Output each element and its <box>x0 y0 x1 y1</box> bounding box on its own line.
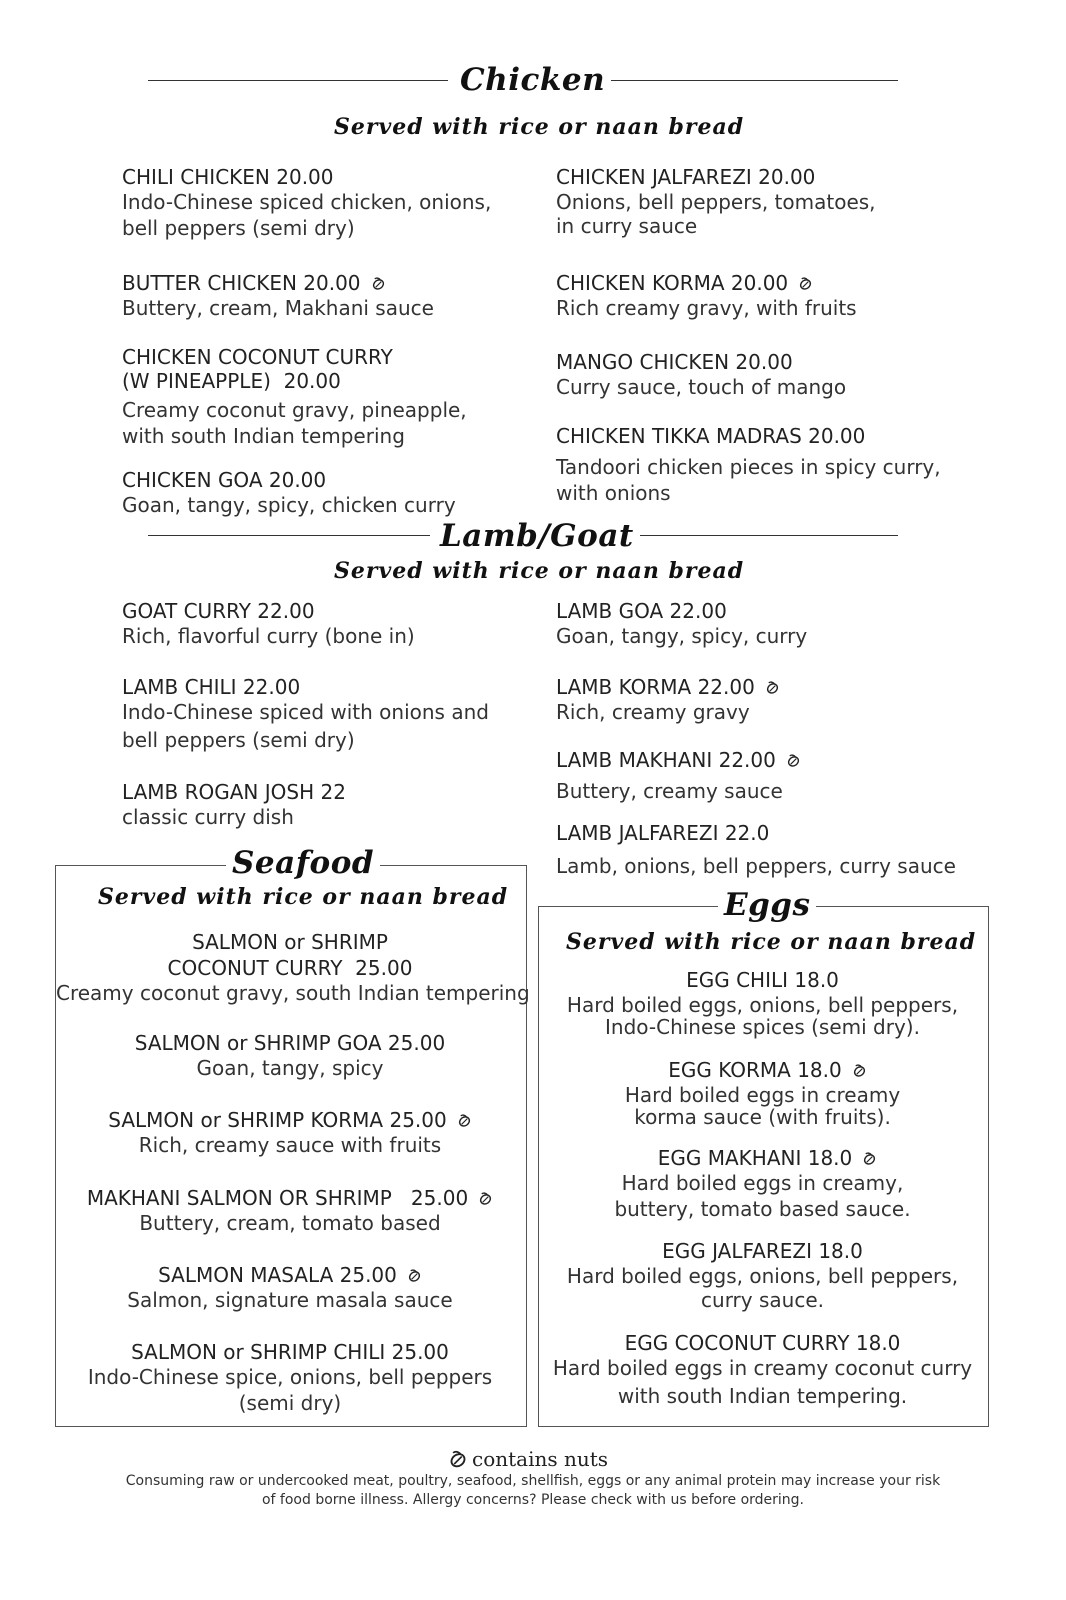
menu-item-lamb-rogan-josh <box>122 780 346 830</box>
item-desc: Goan, tangy, spicy, curry <box>556 624 808 648</box>
item-name: EGG CHILI 18.0 <box>686 968 839 992</box>
nut-icon <box>407 1268 422 1283</box>
nut-icon <box>852 1063 867 1078</box>
lamb-rule-left <box>148 535 430 536</box>
item-desc: Curry sauce, touch of mango <box>556 375 847 399</box>
item-name: LAMB ROGAN JOSH 22 <box>122 780 346 804</box>
chicken-rule-left <box>148 80 448 81</box>
menu-item-egg-chili <box>539 968 986 1040</box>
item-name: MAKHANI SALMON OR SHRIMP 25.00 <box>86 1186 469 1210</box>
chicken-subtitle: Served with rice or naan bread <box>334 114 745 140</box>
menu-item-lamb-chili <box>122 675 489 753</box>
item-desc: Creamy coconut gravy, pineapple, <box>122 398 467 422</box>
item-desc: in curry sauce <box>556 214 698 238</box>
nut-icon <box>798 276 813 291</box>
item-desc: Indo-Chinese spiced chicken, onions, <box>122 190 492 214</box>
menu-item-egg-korma <box>539 1058 986 1130</box>
item-name: CHICKEN KORMA 20.00 <box>556 271 789 295</box>
item-desc: Hard boiled eggs in creamy <box>624 1083 901 1107</box>
item-desc: Rich creamy gravy, with fruits <box>556 296 857 320</box>
item-desc: Hard boiled eggs, onions, bell peppers, <box>566 993 959 1017</box>
item-desc: with south Indian tempering. <box>617 1384 908 1408</box>
item-desc: Onions, bell peppers, tomatoes, <box>556 190 876 214</box>
lamb-subtitle: Served with rice or naan bread <box>334 558 745 584</box>
seafood-title: Seafood <box>226 845 380 881</box>
item-name: CHICKEN COCONUT CURRY <box>122 345 393 369</box>
menu-item-makhani-salmon <box>56 1186 524 1236</box>
menu-item-egg-jalfarezi <box>539 1239 986 1313</box>
disclaimer-line-2: of food borne illness. Allergy concerns? Please check with us before ordering. <box>261 1492 804 1508</box>
eggs-title: Eggs <box>718 887 816 923</box>
menu-item-egg-makhani <box>539 1146 986 1222</box>
item-desc: Indo-Chinese spiced with onions and <box>122 700 489 724</box>
item-name: LAMB GOA 22.00 <box>556 599 727 623</box>
item-desc: Goan, tangy, spicy, chicken curry <box>122 493 456 517</box>
item-name: LAMB CHILI 22.00 <box>122 675 301 699</box>
nut-icon <box>457 1113 472 1128</box>
item-name: SALMON or SHRIMP GOA 25.00 <box>134 1031 446 1055</box>
menu-item-salmon-masala <box>56 1263 524 1313</box>
lamb-rule-right <box>624 535 898 536</box>
item-name: SALMON or SHRIMP <box>192 930 388 954</box>
nut-icon <box>478 1191 493 1206</box>
menu-item-lamb-makhani <box>556 748 801 804</box>
item-name: LAMB MAKHANI 22.00 <box>556 748 776 772</box>
item-desc: Rich, flavorful curry (bone in) <box>122 624 415 648</box>
item-name: MANGO CHICKEN 20.00 <box>556 350 793 374</box>
nut-icon <box>765 680 780 695</box>
menu-item-salmon-korma <box>56 1108 524 1158</box>
menu-item-chicken-goa <box>122 468 456 518</box>
item-desc: Hard boiled eggs in creamy coconut curry <box>552 1356 973 1380</box>
chicken-title: Chicken <box>454 62 611 98</box>
item-desc: (semi dry) <box>238 1391 342 1415</box>
nut-icon <box>862 1151 877 1166</box>
item-name-cont: (W PINEAPPLE) 20.00 <box>122 369 341 393</box>
item-name: LAMB JALFAREZI 22.0 <box>556 821 770 845</box>
item-name: EGG COCONUT CURRY 18.0 <box>624 1331 901 1355</box>
menu-item-butter-chicken <box>122 271 434 321</box>
item-desc: Buttery, cream, tomato based <box>139 1211 441 1235</box>
nut-icon <box>786 753 801 768</box>
item-desc: Salmon, signature masala sauce <box>127 1288 453 1312</box>
item-name: CHICKEN TIKKA MADRAS 20.00 <box>556 424 866 448</box>
item-name: CHICKEN JALFAREZI 20.00 <box>556 165 816 189</box>
item-name: SALMON or SHRIMP CHILI 25.00 <box>131 1340 449 1364</box>
chicken-rule-right <box>592 80 898 81</box>
item-desc: Rich, creamy gravy <box>556 700 750 724</box>
item-name: EGG JALFAREZI 18.0 <box>662 1239 863 1263</box>
item-desc: Goan, tangy, spicy <box>196 1056 384 1080</box>
disclaimer-line-1: Consuming raw or undercooked meat, poultry, seafood, shellfish, eggs or any animal protein may increase your risk <box>125 1473 941 1489</box>
item-desc: curry sauce. <box>701 1288 824 1312</box>
item-name: EGG KORMA 18.0 <box>668 1058 842 1082</box>
item-desc: Hard boiled eggs, onions, bell peppers, <box>566 1264 959 1288</box>
item-desc: Buttery, creamy sauce <box>556 779 783 803</box>
item-desc: Hard boiled eggs in creamy, <box>621 1171 904 1195</box>
nut-icon <box>371 276 386 291</box>
item-name: SALMON or SHRIMP KORMA 25.00 <box>108 1108 447 1132</box>
disclaimer <box>0 1472 1066 1510</box>
menu-item-chili-chicken <box>122 165 491 241</box>
menu-item-salmon-chili <box>56 1340 524 1416</box>
item-desc: buttery, tomato based sauce. <box>614 1197 911 1221</box>
item-desc: Buttery, cream, Makhani sauce <box>122 296 434 320</box>
nut-icon <box>448 1449 468 1469</box>
item-desc: with south Indian tempering <box>122 424 405 448</box>
item-name: LAMB KORMA 22.00 <box>556 675 755 699</box>
item-desc: bell peppers (semi dry) <box>122 728 355 752</box>
menu-item-mango-chicken <box>556 350 846 400</box>
seafood-subtitle: Served with rice or naan bread <box>98 884 509 910</box>
menu-item-salmon-goa <box>56 1031 524 1081</box>
menu-item-lamb-jalfarezi <box>556 821 956 879</box>
menu-item-chicken-coconut-curry <box>122 345 467 449</box>
item-name: SALMON MASALA 25.00 <box>158 1263 397 1287</box>
item-name: BUTTER CHICKEN 20.00 <box>122 271 361 295</box>
item-desc: korma sauce (with fruits). <box>634 1105 891 1129</box>
item-desc: Tandoori chicken pieces in spicy curry, <box>556 455 941 479</box>
item-name-cont: COCONUT CURRY 25.00 <box>167 956 413 980</box>
menu-item-chicken-jalfarezi <box>556 165 876 239</box>
item-desc: Rich, creamy sauce with fruits <box>138 1133 442 1157</box>
item-desc: Creamy coconut gravy, south Indian tempering <box>56 981 530 1005</box>
item-name: GOAT CURRY 22.00 <box>122 599 315 623</box>
item-name: CHICKEN GOA 20.00 <box>122 468 327 492</box>
menu-item-salmon-coconut-curry <box>56 930 530 1006</box>
item-desc: Indo-Chinese spice, onions, bell peppers <box>87 1365 493 1389</box>
item-desc: classic curry dish <box>122 805 294 829</box>
item-desc: Lamb, onions, bell peppers, curry sauce <box>556 854 956 878</box>
nuts-legend <box>448 1447 608 1471</box>
menu-item-lamb-goa <box>556 599 807 649</box>
item-desc: with onions <box>556 481 671 505</box>
menu-item-chicken-tikka-madras <box>556 424 941 506</box>
item-desc: bell peppers (semi dry) <box>122 216 355 240</box>
lamb-title: Lamb/Goat <box>434 518 640 554</box>
menu-item-lamb-korma <box>556 675 780 725</box>
item-name: CHILI CHICKEN 20.00 <box>122 165 334 189</box>
eggs-subtitle: Served with rice or naan bread <box>566 929 977 955</box>
item-desc: Indo-Chinese spices (semi dry). <box>605 1015 920 1039</box>
nuts-legend-text: contains nuts <box>472 1447 609 1471</box>
item-name: EGG MAKHANI 18.0 <box>657 1146 853 1170</box>
menu-item-goat-curry <box>122 599 415 649</box>
menu-item-chicken-korma <box>556 271 857 321</box>
menu-item-egg-coconut-curry <box>539 1331 986 1409</box>
